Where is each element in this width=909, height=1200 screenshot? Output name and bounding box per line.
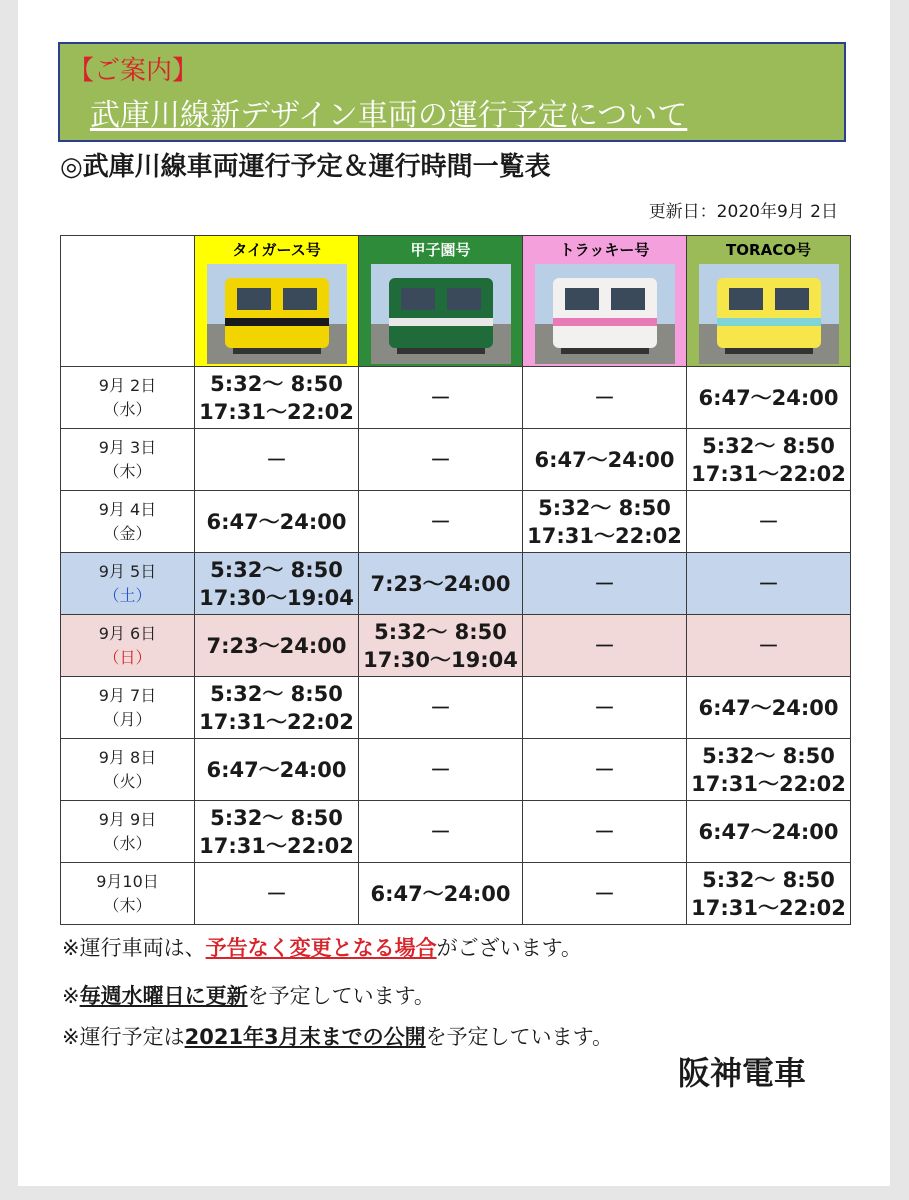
time-cell: 6:47～24:00 — [523, 429, 687, 491]
table-corner-cell — [61, 236, 195, 367]
updated-date: 更新日：2020年9月 2日 — [648, 202, 838, 222]
time-cell: － — [523, 801, 687, 863]
footnote-2-pre: ※ — [62, 984, 80, 1008]
footnote-3-highlight: 2021年3月末までの公開 — [184, 1025, 426, 1049]
weekday-label: （土） — [103, 585, 152, 605]
weekday-label: （水） — [103, 833, 152, 853]
car-header-4 — [687, 236, 851, 367]
table-row — [61, 491, 851, 553]
date-cell — [61, 863, 195, 925]
time-cell: － — [523, 739, 687, 801]
car-header-1 — [195, 236, 359, 367]
car-header-3 — [523, 236, 687, 367]
time-cell: － — [359, 677, 523, 739]
page-subtitle: ◎武庫川線車両運行予定＆運行時間一覧表 — [60, 152, 551, 182]
time-cell: 6:47～24:00 — [687, 801, 851, 863]
notice-tag: 【ご案内】 — [68, 56, 199, 86]
time-cell: 7:23～24:00 — [359, 553, 523, 615]
footnote-2-highlight: 毎週水曜日に更新 — [79, 984, 248, 1008]
car-name: トラッキー号 — [559, 241, 650, 259]
table-row — [61, 801, 851, 863]
notice-title: 武庫川線新デザイン車両の運行予定について — [90, 98, 688, 133]
car-name: 甲子園号 — [410, 241, 471, 259]
car-photo — [535, 264, 675, 364]
time-cell: 5:32～ 8:50 17:31～22:02 — [687, 863, 851, 925]
car-photo — [207, 264, 347, 364]
company-name: 阪神電車 — [678, 1054, 807, 1092]
car-header-2 — [359, 236, 523, 367]
date-cell — [61, 367, 195, 429]
notice-banner — [58, 42, 846, 142]
date-label: 9月10日 — [96, 871, 159, 891]
footnote-2 — [62, 981, 435, 1011]
footnote-2-post: を予定しています。 — [247, 984, 435, 1008]
date-label: 9月 5日 — [98, 561, 157, 581]
date-cell — [61, 553, 195, 615]
date-label: 9月 6日 — [98, 623, 157, 643]
date-cell — [61, 615, 195, 677]
time-cell: 5:32～ 8:50 17:31～22:02 — [195, 677, 359, 739]
time-cell: 5:32～ 8:50 17:31～22:02 — [195, 367, 359, 429]
date-cell — [61, 739, 195, 801]
time-cell: 5:32～ 8:50 17:30～19:04 — [359, 615, 523, 677]
footnote-3-post: を予定しています。 — [425, 1025, 613, 1049]
time-cell: 6:47～24:00 — [195, 739, 359, 801]
footnote-1-pre: ※運行車両は、 — [62, 936, 206, 960]
table-row — [61, 863, 851, 925]
time-cell: 5:32～ 8:50 17:31～22:02 — [687, 429, 851, 491]
date-label: 9月 2日 — [98, 375, 157, 395]
time-cell: － — [687, 491, 851, 553]
car-name: タイガース号 — [232, 241, 321, 259]
footnote-1 — [62, 933, 582, 963]
time-cell: － — [523, 615, 687, 677]
time-cell: － — [195, 863, 359, 925]
table-row — [61, 615, 851, 677]
date-label: 9月 4日 — [98, 499, 157, 519]
time-cell: － — [359, 801, 523, 863]
weekday-label: （月） — [103, 709, 152, 729]
time-cell: － — [359, 491, 523, 553]
time-cell: － — [523, 863, 687, 925]
time-cell: 5:32～ 8:50 17:31～22:02 — [195, 801, 359, 863]
time-cell: 5:32～ 8:50 17:30～19:04 — [195, 553, 359, 615]
time-cell: 7:23～24:00 — [195, 615, 359, 677]
table-row — [61, 429, 851, 491]
time-cell: 6:47～24:00 — [687, 367, 851, 429]
date-cell — [61, 801, 195, 863]
car-photo — [371, 264, 511, 364]
date-cell — [61, 429, 195, 491]
time-cell: － — [359, 429, 523, 491]
weekday-label: （日） — [103, 647, 152, 667]
time-cell: 5:32～ 8:50 17:31～22:02 — [687, 739, 851, 801]
table-row — [61, 739, 851, 801]
table-row — [61, 553, 851, 615]
footnote-3-pre: ※運行予定は — [62, 1025, 185, 1049]
date-label: 9月 9日 — [98, 809, 157, 829]
time-cell: － — [523, 367, 687, 429]
schedule-table — [60, 235, 851, 925]
time-cell: － — [359, 367, 523, 429]
footnote-1-post: がございます。 — [436, 936, 582, 960]
date-label: 9月 7日 — [98, 685, 157, 705]
date-label: 9月 3日 — [98, 437, 157, 457]
weekday-label: （金） — [103, 523, 152, 543]
date-cell — [61, 677, 195, 739]
time-cell: 6:47～24:00 — [687, 677, 851, 739]
table-body — [61, 367, 851, 925]
document-sheet — [18, 0, 890, 1186]
time-cell: 5:32～ 8:50 17:31～22:02 — [523, 491, 687, 553]
time-cell: － — [687, 615, 851, 677]
footnote-1-highlight: 予告なく変更となる場合 — [205, 936, 437, 960]
weekday-label: （火） — [103, 771, 152, 791]
car-name: TORACO号 — [726, 241, 811, 259]
table-header-row — [61, 236, 851, 367]
date-label: 9月 8日 — [98, 747, 157, 767]
time-cell: － — [359, 739, 523, 801]
time-cell: － — [687, 553, 851, 615]
footnote-3 — [62, 1022, 613, 1052]
car-photo — [699, 264, 839, 364]
table-row — [61, 367, 851, 429]
time-cell: － — [195, 429, 359, 491]
date-cell — [61, 491, 195, 553]
time-cell: － — [523, 553, 687, 615]
weekday-label: （木） — [103, 895, 152, 915]
time-cell: － — [523, 677, 687, 739]
time-cell: 6:47～24:00 — [359, 863, 523, 925]
weekday-label: （水） — [103, 399, 152, 419]
weekday-label: （木） — [103, 461, 152, 481]
table-row — [61, 677, 851, 739]
time-cell: 6:47～24:00 — [195, 491, 359, 553]
